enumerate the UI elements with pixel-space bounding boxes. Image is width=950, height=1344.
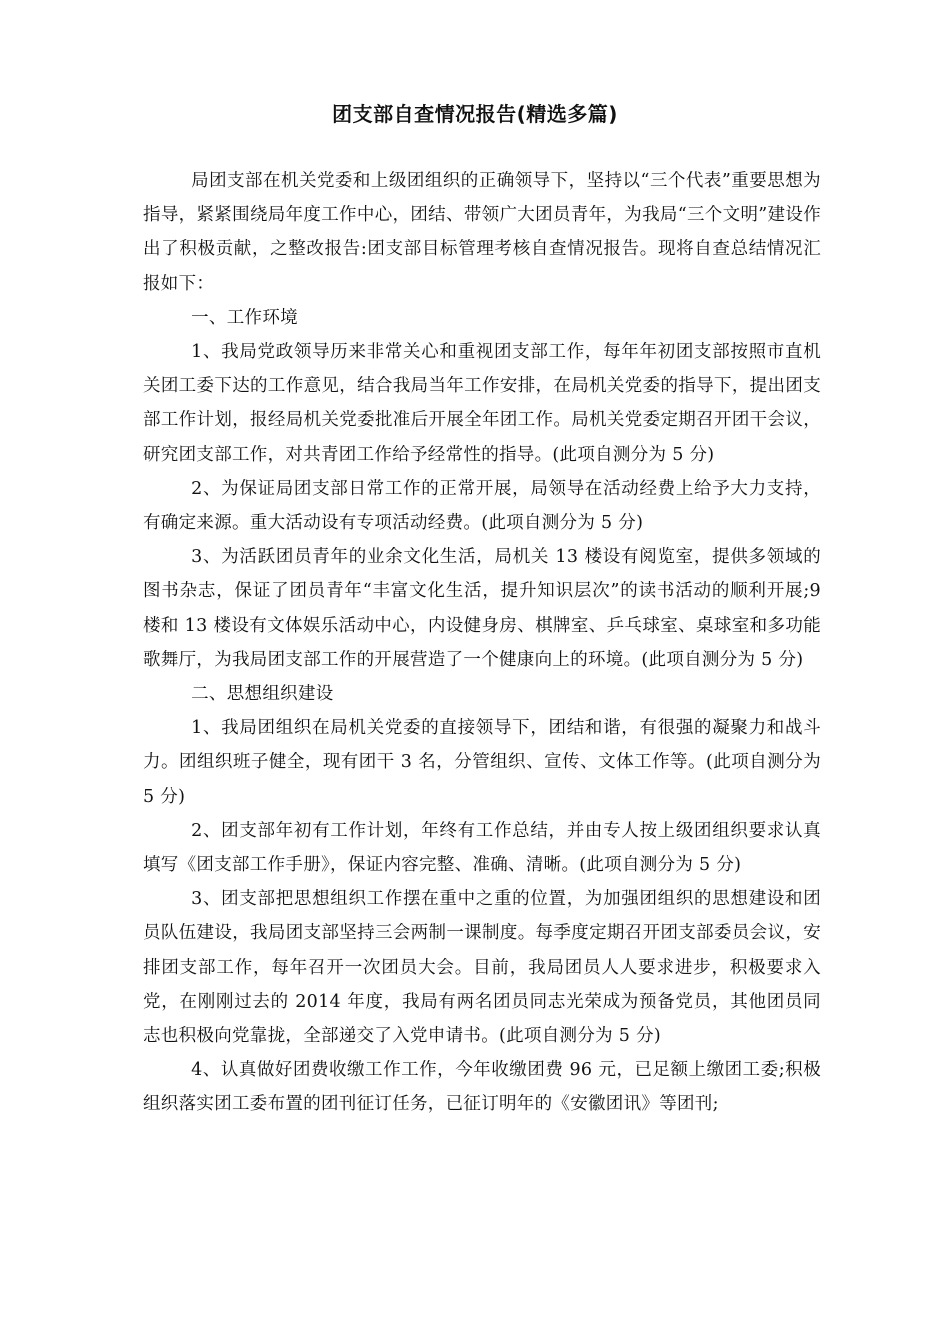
document-body bbox=[143, 164, 821, 1122]
section-heading: 二、思想组织建设 bbox=[191, 684, 334, 705]
body-paragraph: 2、团支部年初有工作计划，年终有工作总结，并由专人按上级团组织要求认真填写《团支部工作手册》，保证内容完整、准确、清晰。(此项自测分为 5 分) bbox=[143, 820, 821, 876]
body-paragraph: 2、为保证局团支部日常工作的正常开展，局领导在活动经费上给予大力支持，有确定来源。重大活动设有专项活动经费。(此项自测分为 5 分) bbox=[143, 478, 821, 534]
body-paragraph: 3、团支部把思想组织工作摆在重中之重的位置，为加强团组织的思想建设和团员队伍建设，我局团支部坚持三会两制一课制度。每季度定期召开团支部委员会议，安排团支部工作，每年召开一次团员大会。目前，我局团员人人要求进步，积极要求入党，在刚刚过去的 2014 年度，我局有两名团员同志光荣成为预备党员，其他团员同志也积极向党靠拢，全部递交了入党申请书。(此项自测分为 5 分) bbox=[143, 889, 821, 1047]
body-paragraph: 局团支部在机关党委和上级团组织的正确领导下，坚持以“三个代表”重要思想为指导，紧紧围绕局年度工作中心，团结、带领广大团员青年，为我局“三个文明”建设作出了积极贡献，之整改报告:团支部目标管理考核自查情况报告。现将自查总结情况汇报如下： bbox=[143, 171, 821, 294]
body-paragraph: 1、我局团组织在局机关党委的直接领导下，团结和谐，有很强的凝聚力和战斗力。团组织班子健全，现有团干 3 名，分管组织、宣传、文体工作等。(此项自测分为 5 分) bbox=[143, 718, 821, 807]
body-paragraph: 4、认真做好团费收缴工作工作，今年收缴团费 96 元，已足额上缴团工委;积极组织落实团工委布置的团刊征订任务，已征订明年的《安徽团讯》等团刊; bbox=[143, 1060, 821, 1115]
body-paragraph: 3、为活跃团员青年的业余文化生活，局机关 13 楼设有阅览室，提供多领域的图书杂志，保证了团员青年“丰富文化生活，提升知识层次”的读书活动的顺利开展;9 楼和 13 楼设有文体娱乐活动中心，内设健身房、棋牌室、乒乓球室、桌球室和多功能歌舞厅，为我局团支部工作的开展营造了一个健康向上的环境。(此项自测分为 5 分) bbox=[143, 547, 821, 670]
section-heading: 一、工作环境 bbox=[191, 307, 298, 328]
body-paragraph: 1、我局党政领导历来非常关心和重视团支部工作，每年年初团支部按照市直机关团工委下达的工作意见，结合我局当年工作安排，在局机关党委的指导下，提出团支部工作计划，报经局机关党委批准后开展全年团工作。局机关党委定期召开团干会议，研究团支部工作，对共青团工作给予经常性的指导。(此项自测分为 5 分) bbox=[143, 342, 821, 465]
document-title: 团支部自查情况报告(精选多篇) bbox=[332, 102, 618, 126]
